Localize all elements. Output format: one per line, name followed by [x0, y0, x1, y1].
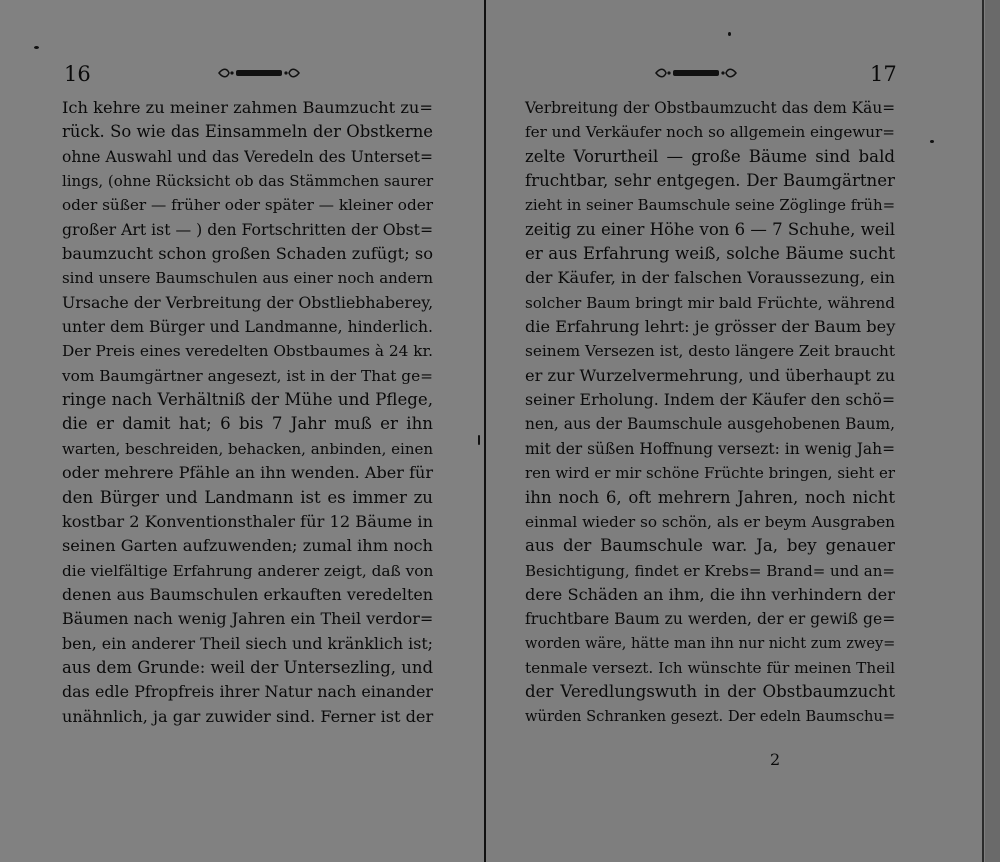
text-line: tenmale versezt. Ich wünschte für meinen Theil — [525, 658, 895, 677]
text-line: Verbreitung der Obstbaumzucht das dem Käu= — [525, 99, 896, 117]
page-edge-line — [982, 0, 984, 862]
text-line: dere Schäden an ihm, die ihn verhindern der — [525, 584, 895, 604]
text-line: einmal wieder so schön, als er beym Ausgraben — [525, 512, 895, 531]
text-line: zelte Vorurtheil — große Bäume sind bald — [525, 146, 895, 166]
text-line: rück. So wie das Einsammeln der Obstkerne — [62, 122, 433, 142]
text-line: Der Preis eines veredelten Obstbaumes à 24 kr. — [62, 342, 433, 361]
text-line: ihn noch 6, oft mehrern Jahren, noch nicht — [525, 487, 895, 507]
text-line: ringe nach Verhältniß der Mühe und Pflege, — [62, 390, 433, 410]
text-line: der Veredlungswuth in der Obstbaumzucht — [525, 682, 895, 702]
text-line: die Erfahrung lehrt: je grösser der Baum bey — [525, 317, 896, 337]
text-line: die vielfältige Erfahrung anderer zeigt, daß von — [62, 561, 434, 580]
right-ornament-icon — [652, 66, 740, 80]
text-line: ben, ein anderer Theil siech und kränklich ist; — [62, 633, 434, 653]
text-line: fer und Verkäufer noch so allgemein eingewur= — [525, 123, 895, 142]
text-line: aus der Baumschule war. Ja, bey genauer — [525, 536, 895, 556]
scan-speck — [478, 435, 480, 445]
text-line: baumzucht schon großen Schaden zufügt; so — [62, 244, 433, 264]
scan-speck — [930, 140, 934, 143]
text-line: sind unsere Baumschulen aus einer noch andern — [62, 269, 433, 288]
text-line: den Bürger und Landmann ist es immer zu — [62, 487, 433, 507]
signature-mark: 2 — [770, 750, 781, 769]
text-line: zieht in seiner Baumschule seine Zöglinge früh= — [525, 196, 896, 215]
right-page-text — [525, 96, 895, 729]
text-line: nen, aus der Baumschule ausgehobenen Baum, — [525, 415, 895, 434]
text-line: würden Schranken gesezt. Der edeln Baumschu= — [525, 707, 896, 725]
text-line: denen aus Baumschulen erkauften veredelten — [62, 584, 433, 604]
left-page-text — [62, 96, 433, 729]
text-line: großer Art ist — ) den Fortschritten der Obst= — [62, 219, 434, 239]
text-line: unter dem Bürger und Landmanne, hinderlich. — [62, 318, 433, 337]
text-line: lings, (ohne Rücksicht ob das Stämmchen saurer — [62, 172, 434, 191]
text-line: oder mehrere Pfähle an ihn wenden. Aber für — [62, 463, 433, 483]
text-line: unähnlich, ja gar zuwider sind. Ferner ist der — [62, 706, 434, 726]
text-line: die er damit hat; 6 bis 7 Jahr muß er ihn — [62, 414, 433, 434]
text-line: kostbar 2 Konventionsthaler für 12 Bäume in — [62, 511, 433, 531]
text-line: oder süßer — früher oder später — kleiner oder — [62, 196, 433, 215]
text-line: zeitig zu einer Höhe von 6 — 7 Schuhe, weil — [525, 219, 896, 239]
text-line: fruchtbar, sehr entgegen. Der Baumgärtner — [525, 171, 895, 191]
text-line: ren wird er mir schöne Früchte bringen, sieht er — [525, 464, 895, 483]
scan-speck — [34, 46, 39, 49]
text-line: Besichtigung, findet er Krebs= Brand= und an= — [525, 561, 895, 580]
text-line: ohne Auswahl und das Veredeln des Unterset= — [62, 147, 433, 166]
book-gutter — [484, 0, 486, 862]
text-line: worden wäre, hätte man ihn nur nicht zum zwey= — [525, 634, 896, 652]
text-line: vom Baumgärtner angesezt, ist in der That ge= — [62, 366, 433, 385]
left-ornament-icon — [215, 66, 303, 80]
right-page-number: 17 — [870, 62, 897, 86]
text-line: solcher Baum bringt mir bald Früchte, während — [525, 293, 895, 312]
text-line: seiner Erholung. Indem der Käufer den schö= — [525, 390, 896, 410]
text-line: aus dem Grunde: weil der Untersezling, und — [62, 657, 433, 677]
text-line: Ursache der Verbreitung der Obstliebhaberey, — [62, 292, 434, 312]
text-line: Ich kehre zu meiner zahmen Baumzucht zu= — [62, 98, 433, 117]
text-line: seinem Versezen ist, desto längere Zeit braucht — [525, 342, 895, 361]
text-line: fruchtbare Baum zu werden, der er gewiß ge= — [525, 610, 896, 629]
page-edge — [985, 0, 1000, 862]
text-line: das edle Pfropfreis ihrer Natur nach einander — [62, 682, 433, 702]
text-line: Bäumen nach wenig Jahren ein Theil verdor= — [62, 609, 434, 629]
text-line: er aus Erfahrung weiß, solche Bäume sucht — [525, 244, 895, 264]
text-line: mit der süßen Hoffnung versezt: in wenig Jah= — [525, 439, 896, 458]
text-line: warten, beschreiden, behacken, anbinden, einen — [62, 439, 434, 458]
text-line: er zur Wurzelvermehrung, und überhaupt zu — [525, 365, 896, 385]
scan-speck — [728, 32, 731, 36]
text-line: seinen Garten aufzuwenden; zumal ihm noch — [62, 536, 433, 556]
text-line: der Käufer, in der falschen Voraussezung, ein — [525, 268, 895, 288]
left-page-number: 16 — [64, 62, 91, 86]
